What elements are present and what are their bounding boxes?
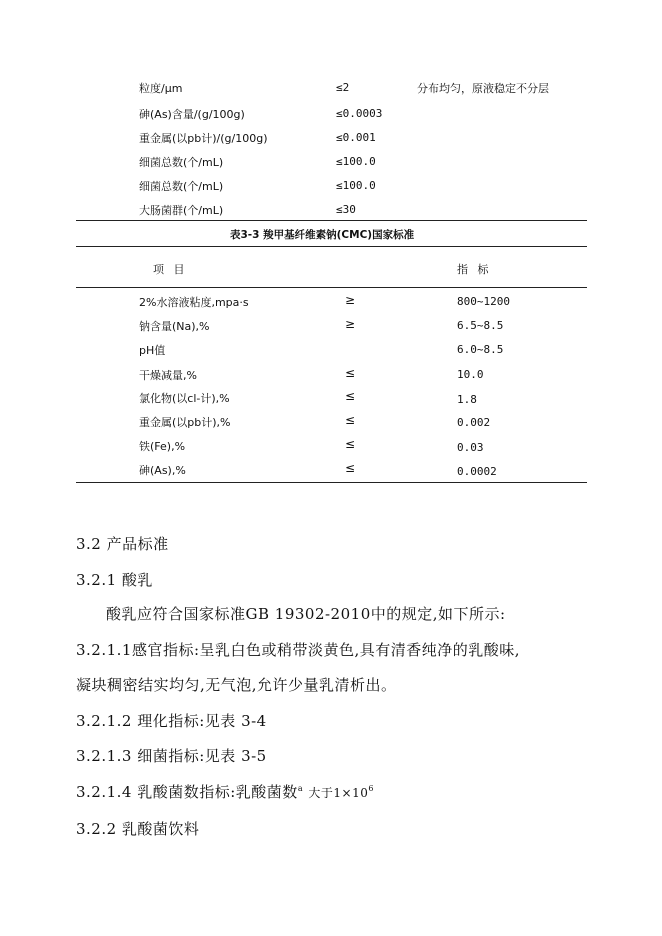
paragraph-lactic-count — [76, 781, 374, 802]
table-row-value: 1.8 — [457, 393, 477, 406]
section-heading-3-2-2: 3.2.2 乳酸菌饮料 — [76, 820, 200, 838]
table-top-rule — [76, 220, 587, 221]
section-heading-3-2: 3.2 产品标准 — [76, 535, 169, 553]
superscript-6: 6 — [368, 784, 374, 793]
table-row-item: 2%水溶液粘度,mpa·s — [139, 296, 249, 309]
top-row-note: 分布均匀，原液稳定不分层 — [417, 82, 549, 95]
table-caption: 表3-3 羧甲基纤维素钠(CMC)国家标准 — [230, 229, 415, 241]
table-row-value: 0.0002 — [457, 465, 497, 478]
top-row-value: ≤0.0003 — [336, 107, 383, 120]
section-heading-3-2-1: 3.2.1 酸乳 — [76, 571, 153, 589]
table-row-symbol: ≥ — [345, 293, 356, 307]
superscript-a: a — [297, 784, 304, 793]
table-row-symbol: ≤ — [345, 437, 356, 451]
table-row-item: 砷(As),% — [139, 464, 186, 477]
table-header-top-rule — [76, 246, 587, 247]
top-row-value: ≤100.0 — [336, 179, 376, 192]
paragraph-bacteria: 3.2.1.3 细菌指标:见表 3-5 — [76, 747, 267, 765]
table-row-item: 重金属(以pb计),% — [139, 416, 231, 429]
table-row-symbol: ≤ — [345, 413, 356, 427]
table-row-symbol: ≥ — [345, 317, 356, 331]
top-row-item: 大肠菌群(个/mL) — [139, 204, 224, 217]
paragraph-sensory-line2: 凝块稠密结实均匀,无气泡,允许少量乳清析出。 — [76, 676, 397, 694]
paragraph-sensory-line1: 3.2.1.1感官指标:呈乳白色或稍带淡黄色,具有清香纯净的乳酸味, — [76, 641, 521, 659]
table-bottom-rule — [76, 482, 587, 483]
table-row-item: 干燥减量,% — [139, 369, 197, 382]
paragraph-intro: 酸乳应符合国家标准GB 19302-2010中的规定,如下所示: — [106, 605, 506, 623]
top-row-item: 砷(As)含量/(g/100g) — [139, 108, 245, 121]
table-row-symbol: ≤ — [345, 461, 356, 475]
paragraph-physicochemical: 3.2.1.2 理化指标:见表 3-4 — [76, 712, 267, 730]
top-row-item: 重金属(以pb计)/(g/100g) — [139, 132, 268, 145]
table-row-value: 10.0 — [457, 368, 484, 381]
table-row-item: 钠含量(Na),% — [139, 320, 210, 333]
table-row-item: pH值 — [139, 344, 166, 357]
lactic-count-text: 3.2.1.4 乳酸菌数指标:乳酸菌数 — [76, 783, 298, 801]
top-row-value: ≤0.001 — [336, 131, 376, 144]
top-row-item: 粒度/μm — [139, 82, 183, 95]
top-row-value: ≤2 — [336, 81, 350, 94]
top-row-value: ≤100.0 — [336, 155, 376, 168]
table-row-symbol: ≤ — [345, 389, 356, 403]
table-header-item: 项 目 — [153, 263, 185, 276]
table-row-item: 氯化物(以cl-计),% — [139, 392, 230, 405]
table-header-index: 指 标 — [457, 263, 489, 276]
lactic-count-tail: 大于1×10 — [308, 786, 369, 800]
table-header-bottom-rule — [76, 287, 587, 288]
table-row-symbol: ≤ — [345, 366, 356, 380]
table-row-value: 800~1200 — [457, 295, 510, 308]
table-row-value: 0.03 — [457, 441, 484, 454]
table-row-value: 0.002 — [457, 416, 491, 429]
table-row-value: 6.0~8.5 — [457, 343, 504, 356]
table-row-item: 铁(Fe),% — [139, 440, 186, 453]
top-row-item: 细菌总数(个/mL) — [139, 156, 224, 169]
table-row-value: 6.5~8.5 — [457, 319, 504, 332]
top-row-item: 细菌总数(个/mL) — [139, 180, 224, 193]
top-row-value: ≤30 — [336, 203, 356, 216]
